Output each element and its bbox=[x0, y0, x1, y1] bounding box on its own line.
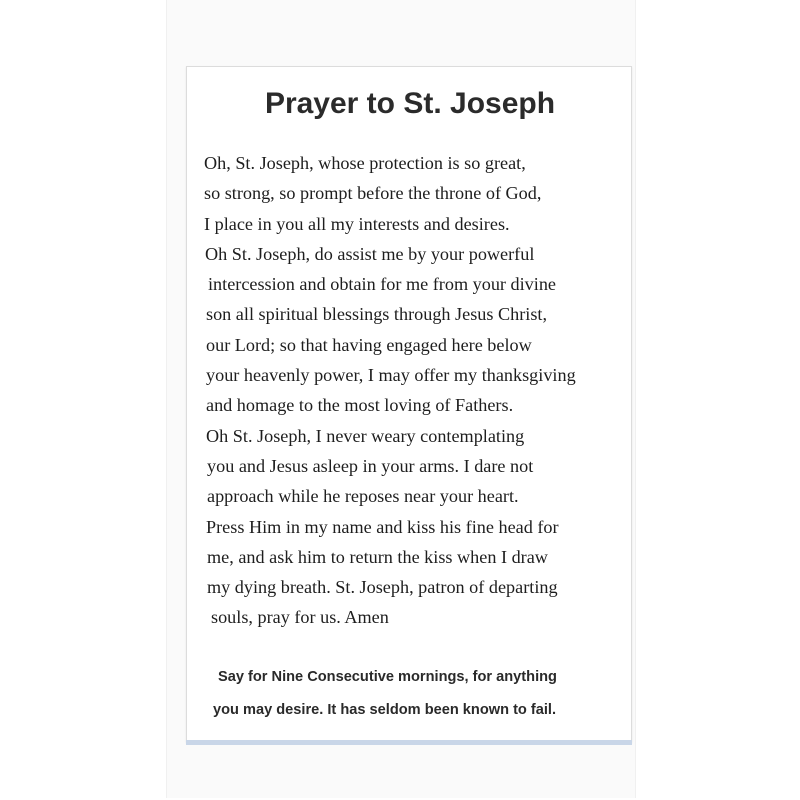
prayer-card bbox=[186, 66, 632, 742]
prayer-line: me, and ask him to return the kiss when I draw bbox=[207, 546, 548, 567]
prayer-line: you and Jesus asleep in your arms. I dare not bbox=[207, 455, 534, 476]
prayer-line: my dying breath. St. Joseph, patron of departing bbox=[207, 577, 558, 598]
prayer-line: so strong, so prompt before the throne of God, bbox=[204, 183, 542, 204]
prayer-line: Oh St. Joseph, do assist me by your powerful bbox=[205, 243, 535, 264]
prayer-line: Press Him in my name and kiss his fine head for bbox=[206, 516, 559, 537]
prayer-line: your heavenly power, I may offer my thanksgiving bbox=[206, 365, 576, 386]
prayer-line: intercession and obtain for me from your divine bbox=[208, 274, 556, 295]
prayer-line: our Lord; so that having engaged here below bbox=[206, 334, 532, 355]
prayer-line: son all spiritual blessings through Jesus Christ, bbox=[206, 304, 548, 325]
note-line: Say for Nine Consecutive mornings, for anything bbox=[218, 669, 557, 685]
card-bottom-edge bbox=[186, 740, 632, 745]
prayer-line: souls, pray for us. Amen bbox=[211, 607, 389, 628]
instruction-note bbox=[207, 661, 627, 727]
prayer-line: I place in you all my interests and desires. bbox=[204, 213, 510, 234]
prayer-title: Prayer to St. Joseph bbox=[264, 87, 556, 120]
note-line: you may desire. It has seldom been known to fail. bbox=[213, 702, 557, 718]
prayer-line: approach while he reposes near your heart. bbox=[207, 486, 519, 507]
prayer-line: Oh, St. Joseph, whose protection is so great, bbox=[204, 153, 526, 173]
prayer-line: and homage to the most loving of Fathers. bbox=[206, 395, 514, 416]
prayer-line: Oh St. Joseph, I never weary contemplating bbox=[206, 425, 525, 446]
prayer-text bbox=[203, 148, 628, 633]
